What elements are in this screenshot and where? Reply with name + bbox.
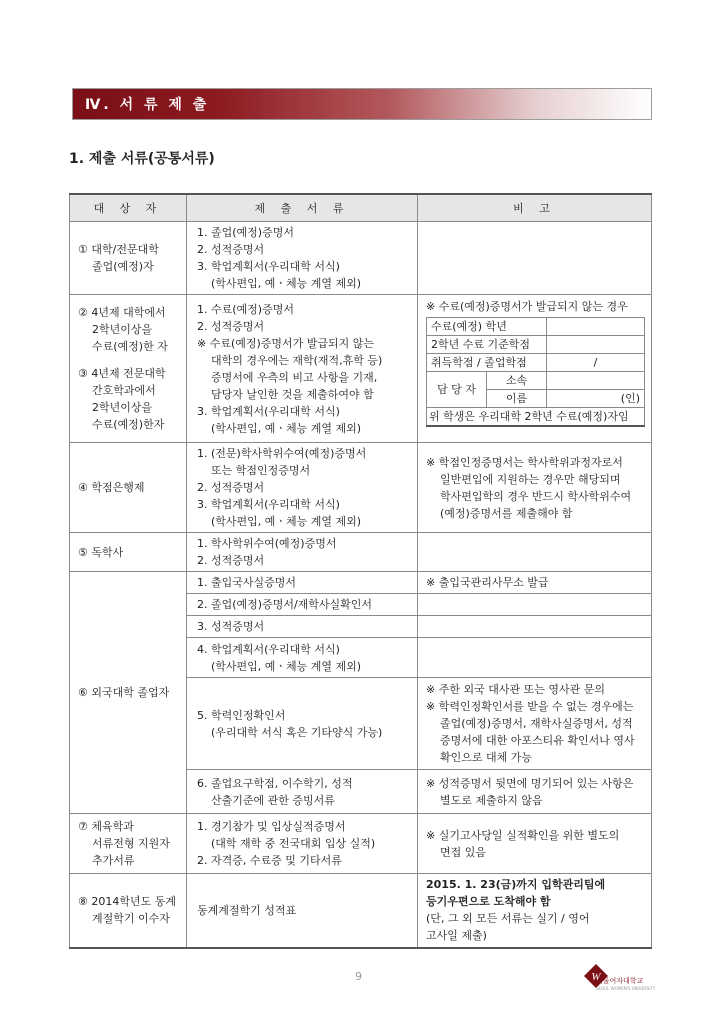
- documents-cell: 1. 수료(예정)증명서 2. 성적증명서 ※ 수료(예정)증명서가 발급되지 않는 대학의 경우에는 재학(재적,휴학 등) 증명서에 우측의 비고 사항을 기재, 담당자 날인한 것을 제출하여야 함 3. 학업계획서(우리대학 서식) (학사편입, 예ㆍ체능 계열 제외): [187, 295, 418, 443]
- remarks-cell: [418, 295, 652, 443]
- target-cell: ⑧ 2014학년도 동계 계절학기 이수자: [70, 874, 187, 948]
- target-cell: ① 대학/전문대학 졸업(예정)자: [70, 222, 187, 295]
- seal-mark: (인): [547, 390, 645, 408]
- table-row: [70, 222, 652, 295]
- target-cell: ④ 학점은행제: [70, 443, 187, 533]
- documents-cell: 5. 학력인정확인서 (우리대학 서식 혹은 기타양식 가능): [187, 678, 418, 770]
- completion-form: [426, 317, 645, 427]
- form-statement: 위 학생은 우리대학 2학년 수료(예정)자임: [427, 408, 645, 427]
- remarks-cell: ※ 주한 외국 대사관 또는 영사관 문의 ※ 학력인정확인서를 받을 수 없는 경우에는 졸업(예정)증명서, 재학사실증명서, 성적 증명서에 대한 아포스티유 확인서나 영사 확인으로 대체 가능: [418, 678, 652, 770]
- remarks-cell: ※ 성적증명서 뒷면에 명기되어 있는 사항은 별도로 제출하지 않음: [418, 770, 652, 814]
- remarks-cell: ※ 학점인정증명서는 학사학위과정자로서 일반편입에 지원하는 경우만 해당되며 학사편입학의 경우 반드시 학사학위수여 (예정)증명서를 제출해야 함: [418, 443, 652, 533]
- documents-cell: 1. 학사학위수여(예정)증명서 2. 성적증명서: [187, 533, 418, 572]
- logo-subtitle: SEOUL WOMEN'S UNIVERSITY: [596, 986, 656, 991]
- documents-cell: 4. 학업계획서(우리대학 서식) (학사편입, 예ㆍ체능 계열 제외): [187, 638, 418, 678]
- logo-emblem-letter: W: [591, 971, 601, 983]
- remarks-cell: [418, 616, 652, 638]
- table-row: [70, 533, 652, 572]
- table-row: [70, 443, 652, 533]
- table-header-row: [70, 194, 652, 222]
- remarks-cell: [418, 594, 652, 616]
- form-label: 담 당 자: [427, 372, 487, 408]
- target-cell: ⑤ 독학사: [70, 533, 187, 572]
- deadline-note: 등기우편으로 도착해야 함: [426, 895, 551, 909]
- logo-name: 서울여자대학교: [596, 977, 644, 985]
- target-cell: ⑥ 외국대학 졸업자: [70, 572, 187, 814]
- form-label: 수료(예정) 학년: [427, 318, 547, 336]
- remarks-cell: [418, 533, 652, 572]
- documents-cell: 1. 출입국사실증명서: [187, 572, 418, 594]
- table-row: [70, 874, 652, 948]
- header-documents: 제 출 서 류: [187, 194, 418, 222]
- form-label: 2학년 수료 기준학점: [427, 336, 547, 354]
- documents-cell: 동계계절학기 성적표: [187, 874, 418, 948]
- header-remarks: 비 고: [418, 194, 652, 222]
- documents-cell: 3. 성적증명서: [187, 616, 418, 638]
- remarks-cell: [418, 222, 652, 295]
- form-label: 이름: [487, 390, 547, 408]
- remarks-note: ※ 수료(예정)증명서가 발급되지 않는 경우: [426, 300, 628, 313]
- remarks-cell: ※ 실기고사당일 실적확인을 위한 별도의 면접 있음: [418, 814, 652, 874]
- table-row: [70, 814, 652, 874]
- form-value: [547, 336, 645, 354]
- form-label: 취득학점 / 졸업학점: [427, 354, 547, 372]
- form-value: [547, 318, 645, 336]
- documents-cell: 2. 졸업(예정)증명서/재학사실확인서: [187, 594, 418, 616]
- documents-cell: 1. (전문)학사학위수여(예정)증명서 또는 학점인정증명서 2. 성적증명서 3. 학업계획서(우리대학 서식) (학사편입, 예ㆍ체능 계열 제외): [187, 443, 418, 533]
- table-row: [70, 572, 652, 594]
- form-label: 소속: [487, 372, 547, 390]
- documents-cell: 1. 경기참가 및 입상실적증명서 (대학 재학 중 전국대회 입상 실적) 2. 자격증, 수료증 및 기타서류: [187, 814, 418, 874]
- documents-cell: 6. 졸업요구학점, 이수학기, 성적 산출기준에 관한 증빙서류: [187, 770, 418, 814]
- form-value: [547, 372, 645, 390]
- deadline-note: 2015. 1. 23(금)까지 입학관리팀에: [426, 878, 606, 892]
- banner-title: Ⅳ. 서 류 제 출: [85, 97, 210, 113]
- form-value: /: [547, 354, 645, 372]
- documents-table: [69, 193, 652, 949]
- target-cell: ⑦ 체육학과 서류전형 지원자 추가서류: [70, 814, 187, 874]
- remarks-cell: ※ 출입국관리사무소 발급: [418, 572, 652, 594]
- documents-cell: 1. 졸업(예정)증명서 2. 성적증명서 3. 학업계획서(우리대학 서식) (학사편입, 예ㆍ체능 계열 제외): [187, 222, 418, 295]
- section-banner: [72, 88, 652, 120]
- remarks-cell: [418, 638, 652, 678]
- section-title: 1. 제출 서류(공통서류): [69, 151, 215, 167]
- header-target: 대 상 자: [70, 194, 187, 222]
- table-row: [70, 295, 652, 443]
- remarks-cell: 2015. 1. 23(금)까지 입학관리팀에 등기우편으로 도착해야 함 (단, 그 외 모든 서류는 실기 / 영어 고사일 제출): [418, 874, 652, 948]
- page-number: 9: [355, 970, 362, 983]
- target-cell: ② 4년제 대학에서 2학년이상을 수료(예정)한 자 ③ 4년제 전문대학 간호학과에서 2학년이상을 수료(예정)한자: [70, 295, 187, 443]
